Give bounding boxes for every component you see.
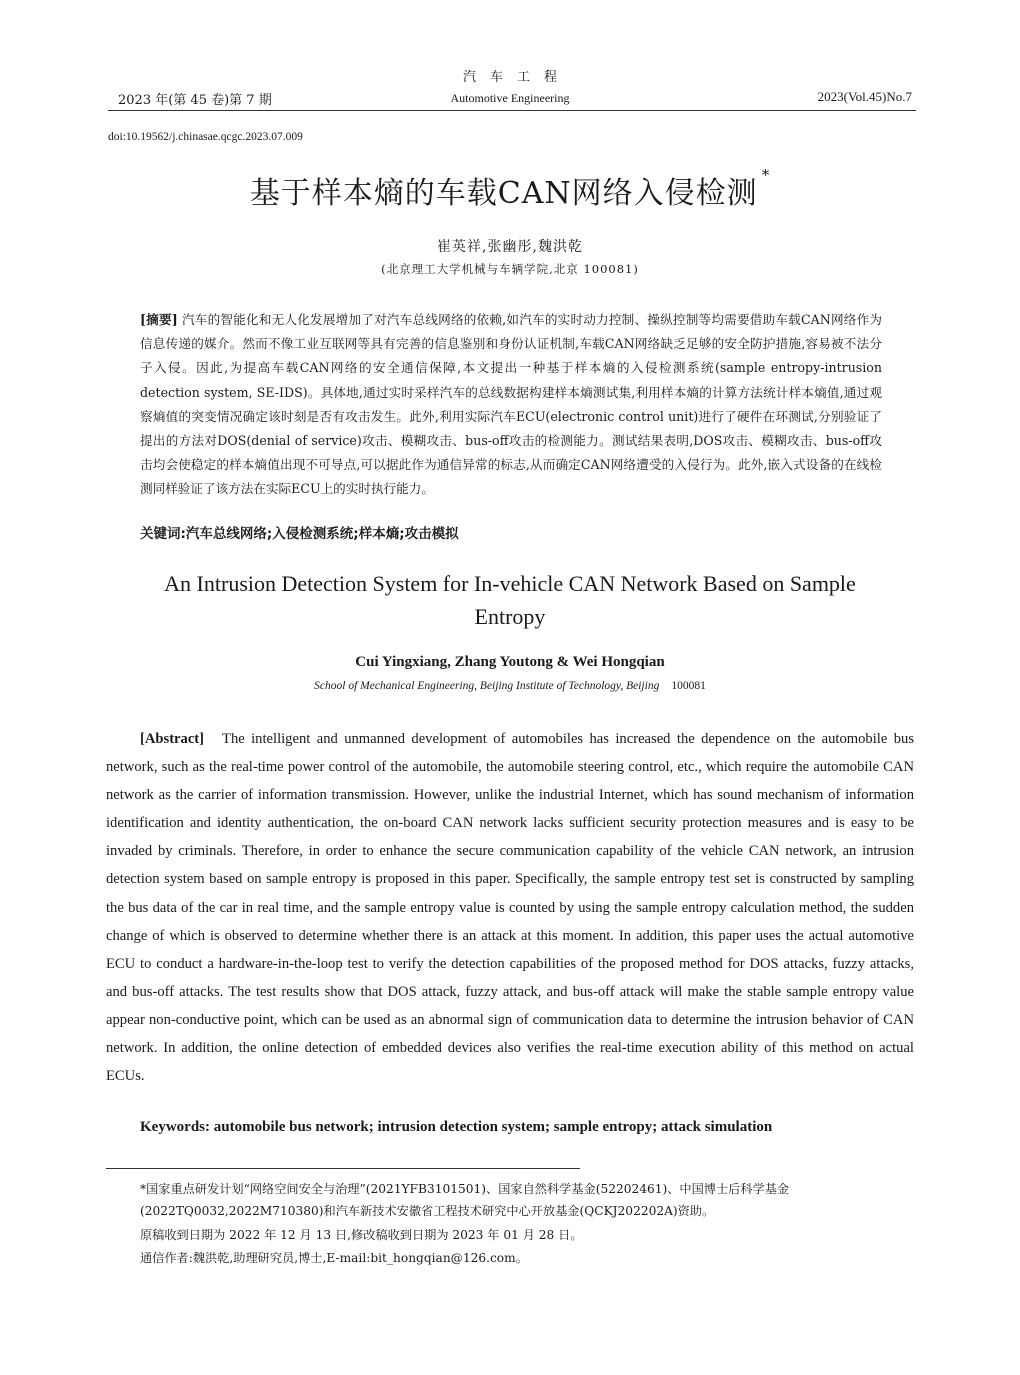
issue-info-en: 2023(Vol.45)No.7 [817, 89, 912, 104]
authors-en: Cui Yingxiang, Zhang Youtong & Wei Hongqian [355, 654, 665, 670]
footnote-received-date: 原稿收到日期为 2022 年 12 月 13 日,修改稿收到日期为 2023 年 01 月 28 日。 [140, 1228, 583, 1242]
footnote-corresponding-author: 通信作者:魏洪乾,助理研究员,博士,E-mail:bit_hongqian@126.com。 [140, 1251, 528, 1265]
abstract-cn-label: [摘要] [140, 312, 178, 327]
affiliation-en-text: School of Mechanical Engineering, Beijing Institute of Technology, Beijing [314, 680, 660, 692]
authors-cn: 崔英祥,张幽彤,魏洪乾 [437, 239, 583, 255]
header-divider [108, 110, 916, 111]
paper-title-cn [0, 168, 1020, 212]
title-footnote-mark: * [761, 166, 771, 184]
issue-info-cn: 2023 年(第 45 卷)第 7 期 [118, 93, 272, 108]
doi: doi:10.19562/j.chinasae.qcgc.2023.07.009 [108, 131, 303, 143]
paper-title-cn-text: 基于样本熵的车载CAN网络入侵检测 [249, 176, 758, 211]
affiliation-cn: (北京理工大学机械与车辆学院,北京 100081) [381, 262, 639, 276]
affiliation-en-zip: 100081 [671, 680, 706, 692]
abstract-cn-text: 汽车的智能化和无人化发展增加了对汽车总线网络的依赖,如汽车的实时动力控制、操纵控制等均需要借助车载CAN网络作为信息传递的媒介。然而不像工业互联网等具有完善的信息鉴别和身份认证机制,车载CAN网络缺乏足够的安全防护措施,容易被不法分子入侵。因此,为提高车载CAN网络的安全通信保障,本文提出一种基于样本熵的入侵检测系统(sample entropy-intrusion detection system, SE-IDS)。具体地,通过实时采样汽车的总线数据构建样本熵测试集,利用样本熵的计算方法统计样本熵值,通过观察熵值的突变情况确定该时刻是否有攻击发生。此外,利用实际汽车ECU(electronic control unit)进行了硬件在环测试,分别验证了提出的方法对DOS(denial of service)攻击、模糊攻击、bus-off攻击的检测能力。测试结果表明,DOS攻击、模糊攻击、bus-off攻击均会使稳定的样本熵值出现不可导点,可以据此作为通信异常的标志,从而确定CAN网络遭受的入侵行为。此外,嵌入式设备的在线检测同样验证了该方法在实际ECU上的实时执行能力。 [140, 312, 882, 497]
journal-name-cn: 汽车工程 [462, 70, 571, 85]
abstract-cn [140, 308, 882, 502]
paper-title-en: An Intrusion Detection System for In-vehicle CAN Network Based on Sample Entropy [164, 571, 856, 629]
footnote-funding: *国家重点研发计划“网络空间安全与治理”(2021YFB3101501)、国家自然科学基金(52202461)、中国博士后科学基金(2022TQ0032,2022M710380)和汽车新技术安徽省工程技术研究中心开放基金(QCKJ202202A)资助。 [140, 1182, 790, 1218]
abstract-en-label: [Abstract] [140, 731, 205, 747]
abstract-en [106, 725, 914, 1090]
footnote-divider [106, 1168, 580, 1169]
keywords-en: Keywords: automobile bus network; intrusion detection system; sample entropy; attack simulation [140, 1119, 773, 1135]
journal-name-en: Automotive Engineering [450, 91, 570, 105]
keywords-cn: 关键词:汽车总线网络;入侵检测系统;样本熵;攻击模拟 [140, 526, 459, 542]
affiliation-en [0, 680, 1020, 692]
abstract-en-text: The intelligent and unmanned development of automobiles has increased the dependence on the automobile bus network, such as the real-time power control of the automobile, the automobile steering control, etc., which require the automobile CAN network as the carrier of information transmission. However, unlike the industrial Internet, which has sound mechanism of information identification and identity authentication, the on-board CAN network lacks sufficient security protection measures and is easy to be invaded by criminals. Therefore, in order to enhance the secure communication capability of the vehicle CAN network, an intrusion detection system based on sample entropy is proposed in this paper. Specifically, the sample entropy test set is constructed by sampling the bus data of the car in real time, and the sample entropy value is counted by using the sample entropy calculation method, the sudden change of which is observed to determine whether there is an attack at this moment. In addition, this paper uses the actual automotive ECU to conduct a hardware-in-the-loop test to verify the detection capabilities of the proposed method for DOS attacks, fuzzy attacks, and bus-off attacks. The test results show that DOS attack, fuzzy attack, and bus-off attack will make the stable sample entropy value appear non-conductive point, which can be used as an abnormal sign of communication data to determine the intrusion behavior of CAN network. In addition, the online detection of embedded devices also verifies the real-time execution ability of this method on actual ECUs. [106, 731, 914, 1085]
